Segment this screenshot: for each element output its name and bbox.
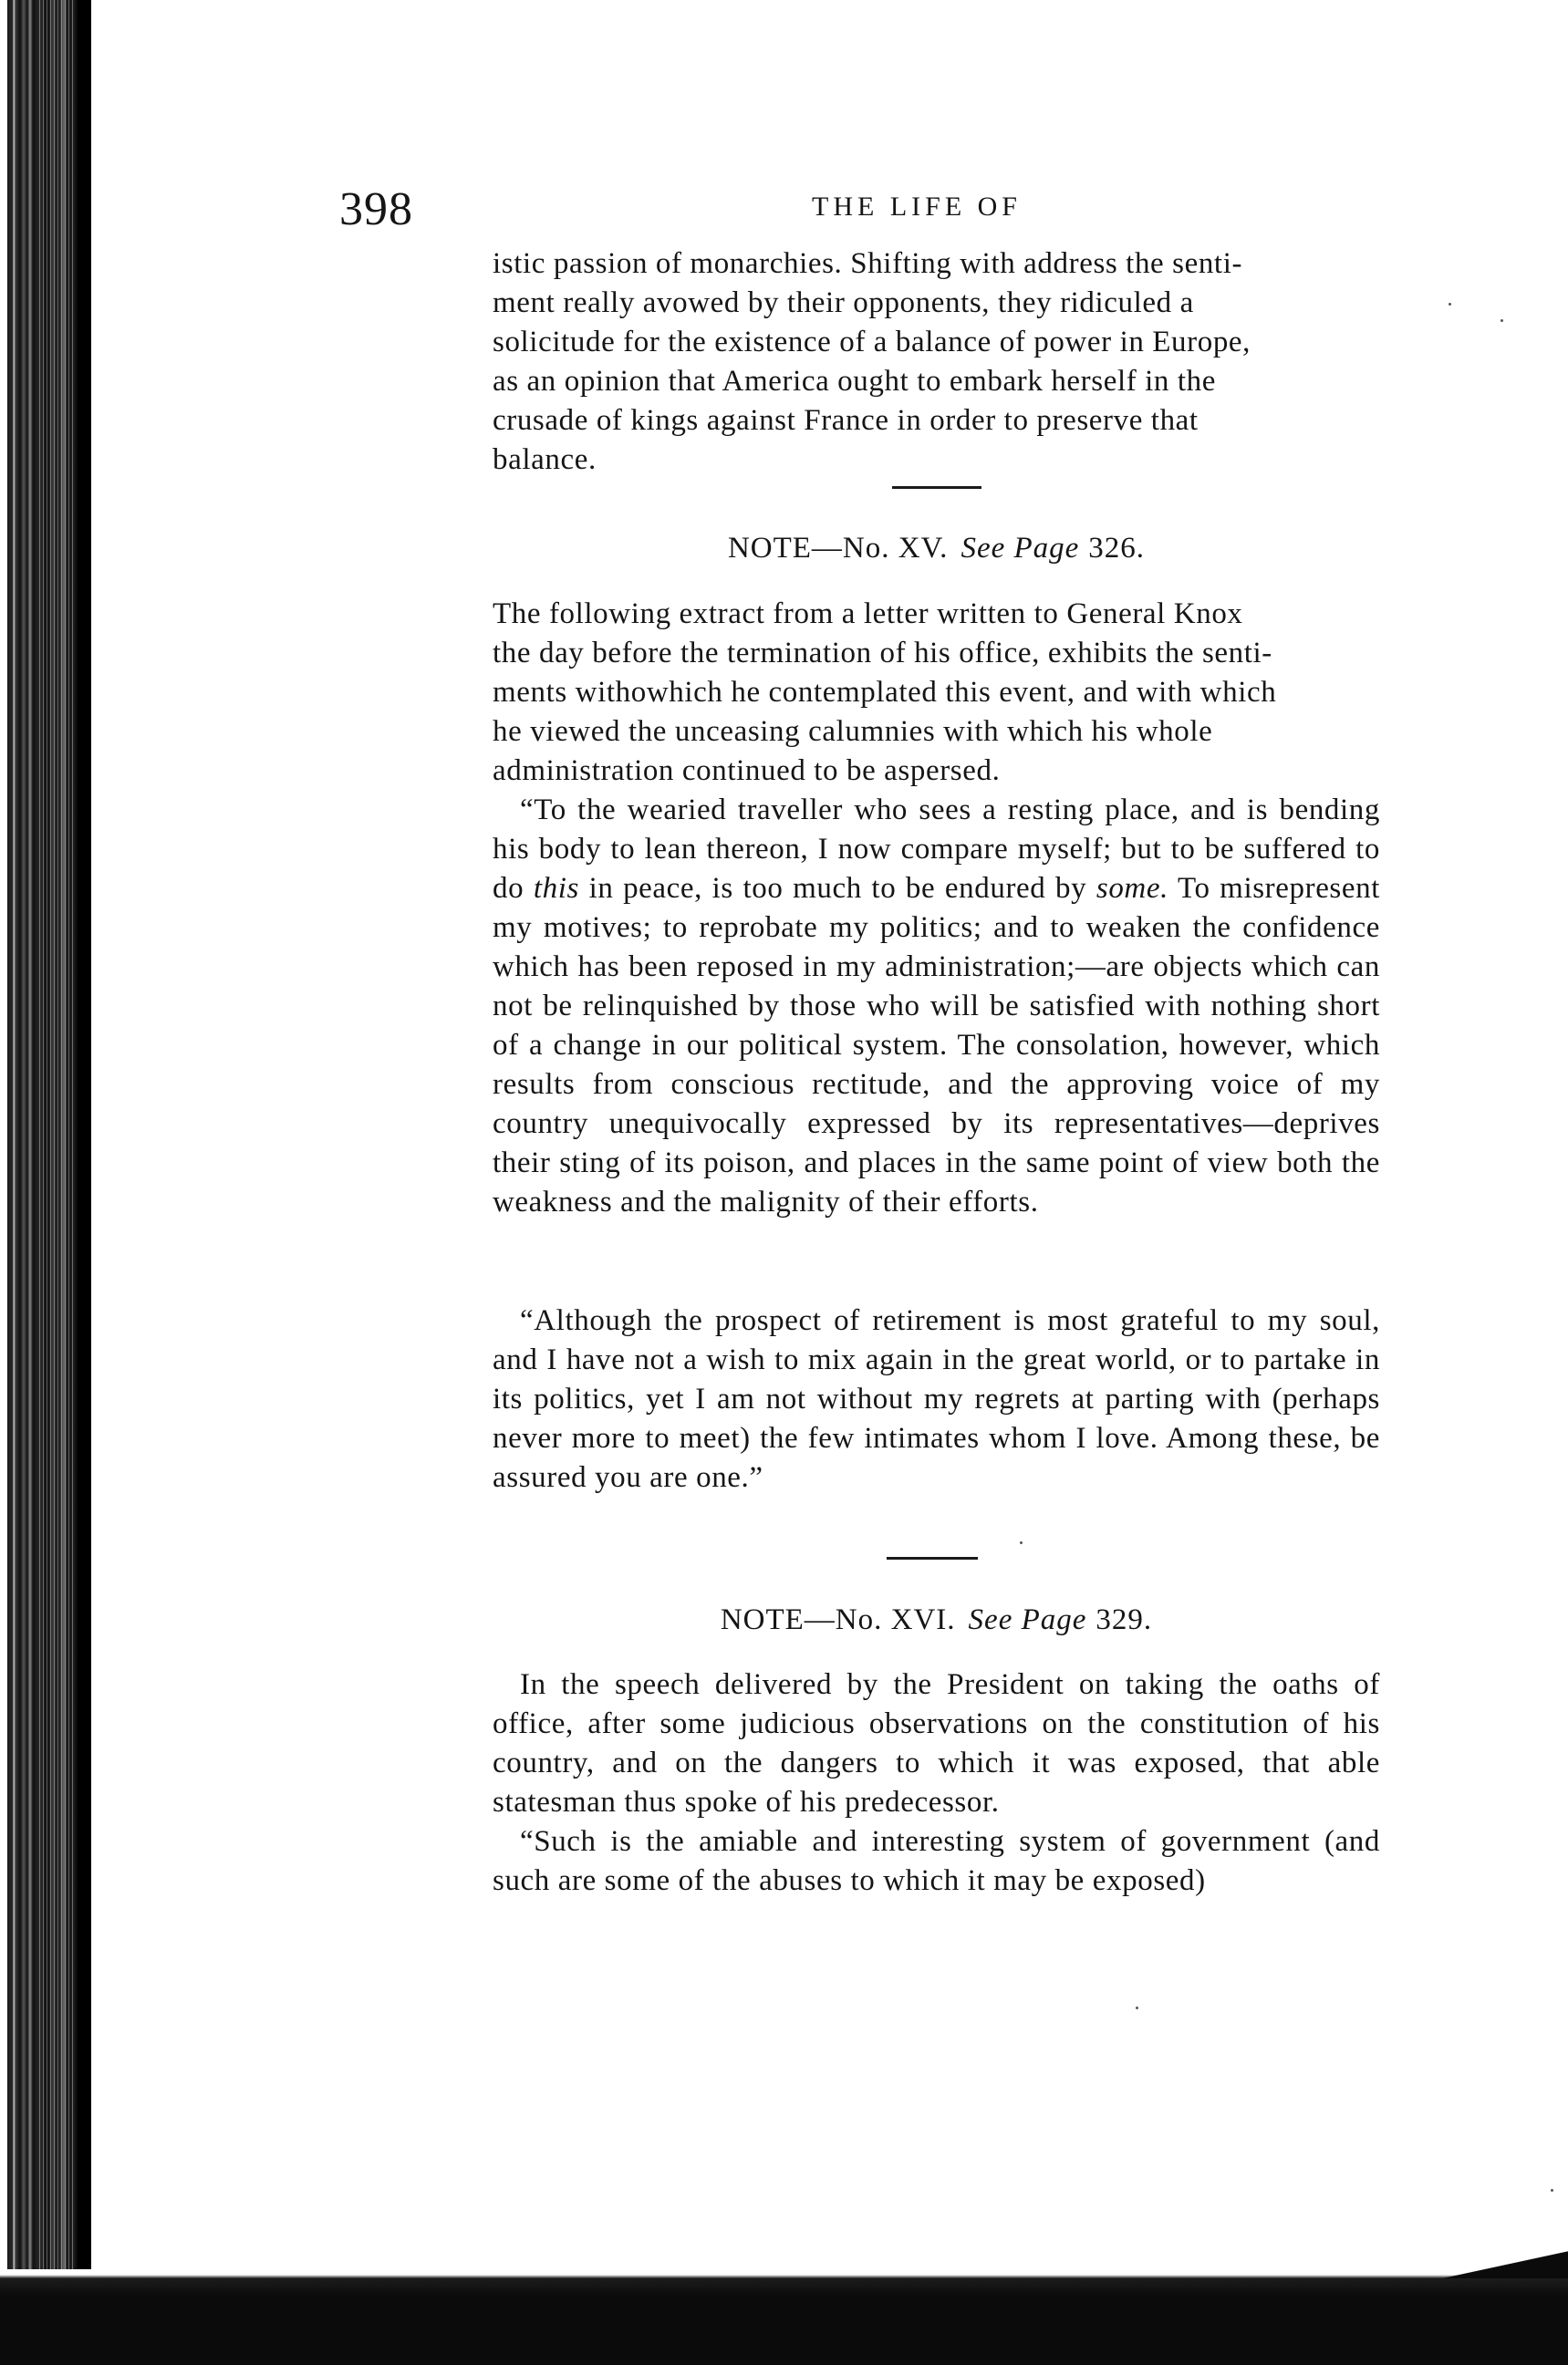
note-xvi-paragraph <box>493 1665 1380 1822</box>
quote-emphasis: some. <box>1096 872 1168 905</box>
opening-line: istic passion of monarchies. Shifting with address the senti- <box>493 247 1243 280</box>
opening-paragraph <box>493 244 1380 480</box>
note-xv-title: NOTE—No. XV. <box>727 532 949 565</box>
note-xv-quote-1 <box>493 791 1380 1222</box>
note-xv-line: the day before the termination of his office, exhibits the senti- <box>493 637 1272 669</box>
opening-line: ment really avowed by their opponents, they ridiculed a <box>493 286 1194 319</box>
note-xv-line: administration continued to be aspersed. <box>493 754 1001 787</box>
quote-text: “To the wearied traveller who sees a resting place, and is bending his body to lean thereon, I now compare myself; but to be suffered to do <box>493 794 1380 905</box>
note-xv-heading <box>493 532 1380 565</box>
note-xv-line: ments withowhich he contemplated this event, and with which <box>493 676 1277 709</box>
page-number: 398 <box>339 183 413 235</box>
quote-text: To misrepresent my motives; to reprobate my politics; and to weaken the confidence which has been reposed in my administration;—are objects which can not be relinquished by those who will be satisfied with nothing short of a change in our political system. The consolation, however, which results from conscious rectitude, and the approving voice of my country unequivocally expressed by its representatives—deprives their sting of its poison, and places in the same point of view both the weakness and the malignity of their efforts. <box>493 872 1380 1219</box>
quote-emphasis: this <box>533 872 579 905</box>
note-xv-paragraph <box>493 595 1380 791</box>
note-xvi-page-number: 329. <box>1096 1603 1153 1636</box>
note-xvi-quote <box>493 1822 1380 1901</box>
running-head: THE LIFE OF <box>812 192 1022 222</box>
note-xvi-title: NOTE—No. XVI. <box>720 1603 956 1636</box>
note-xv-quote-2 <box>493 1302 1380 1498</box>
opening-line: balance. <box>493 443 597 476</box>
opening-line: as an opinion that America ought to embark herself in the <box>493 365 1216 398</box>
section-divider <box>887 1557 978 1560</box>
note-xvi-text: In the speech delivered by the President on taking the oaths of office, after some judicious observations on the constitution of his country, and on the dangers to which it was exposed, that able statesman thus spoke of his predecessor. <box>493 1668 1380 1819</box>
note-xvi-heading <box>493 1603 1380 1637</box>
quote-text: in peace, is too much to be endured by <box>588 872 1087 905</box>
quote-text: “Such is the amiable and interesting system of government (and such are some of the abuses to which it may be exposed) <box>493 1825 1380 1897</box>
quote-text: “Although the prospect of retirement is most grateful to my soul, and I have not a wish to mix again in the great world, or to partake in its politics, yet I am not without my regrets at parting with (perhaps never more to meet) the few intimates whom I love. Among these, be assured you are one.” <box>493 1304 1380 1494</box>
page-corner-shadow <box>1441 2251 1568 2278</box>
opening-line: crusade of kings against France in order to preserve that <box>493 404 1199 437</box>
note-xvi-see-page: See Page <box>968 1603 1087 1636</box>
section-divider <box>892 486 981 489</box>
note-xv-page-number: 326. <box>1088 532 1146 565</box>
note-xv-line: The following extract from a letter written to General Knox <box>493 597 1243 630</box>
page-bottom-edge <box>0 2269 1568 2365</box>
note-xv-see-page: See Page <box>961 532 1080 565</box>
binding-texture <box>36 0 73 2365</box>
note-xv-line: he viewed the unceasing calumnies with which his whole <box>493 715 1213 748</box>
opening-line: solicitude for the existence of a balance of power in Europe, <box>493 326 1251 358</box>
